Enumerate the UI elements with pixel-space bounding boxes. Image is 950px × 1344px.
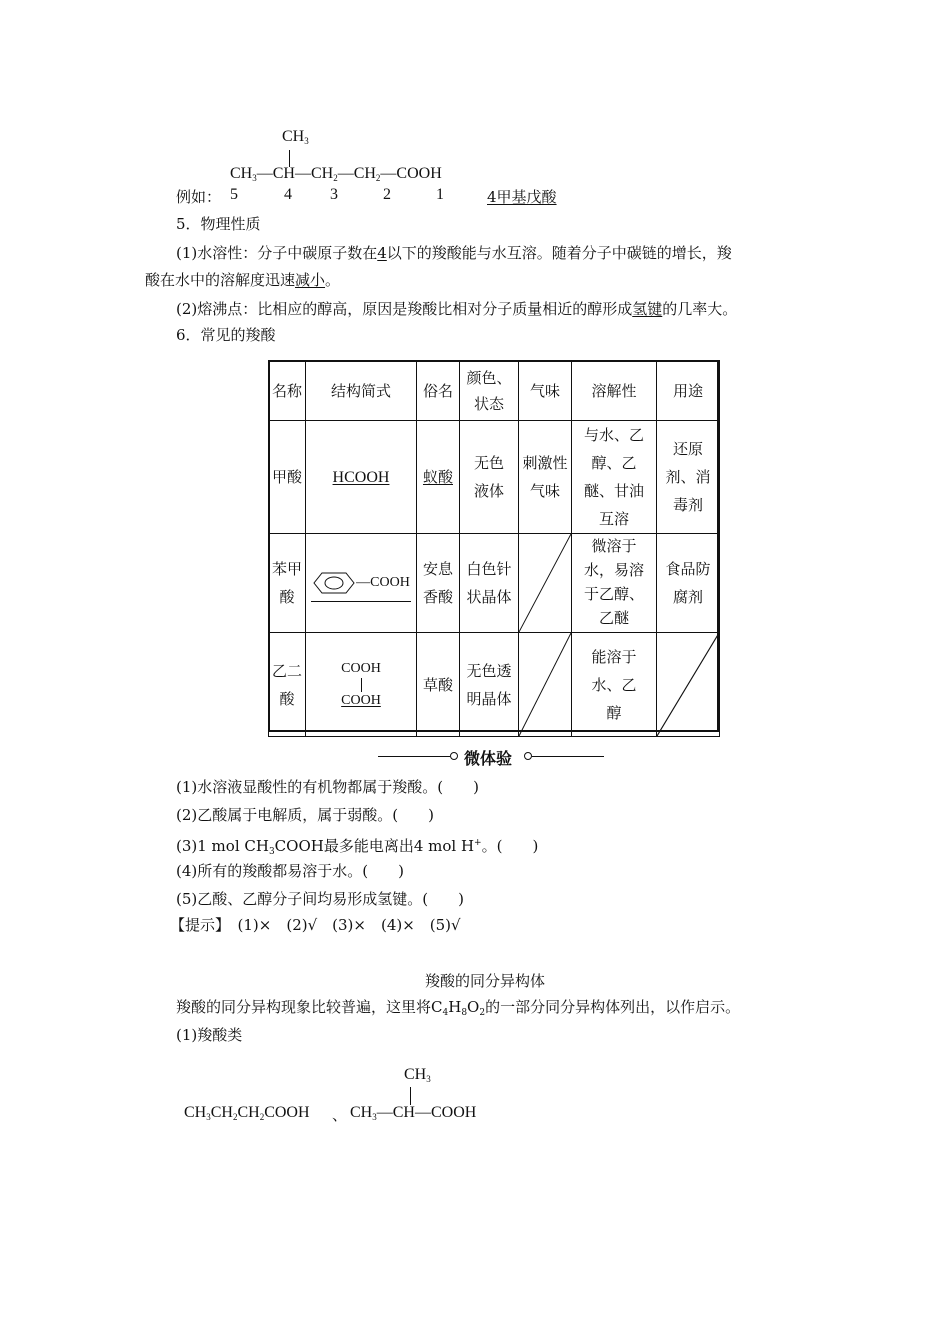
text: H <box>448 998 462 1016</box>
section5-title: 5．物理性质 <box>176 215 261 233</box>
tip-answers: (1)× (2)√ (3)× (4)× (5)√ <box>237 916 461 934</box>
cell-use <box>657 534 720 633</box>
header-state-text: 颜色、状态 <box>466 368 512 413</box>
benzoic-structure <box>311 565 411 602</box>
name-text: 苯甲酸 <box>271 560 302 606</box>
header-use: 用途 <box>657 361 720 421</box>
cell-common <box>417 534 460 633</box>
question-1: (1)水溶液显酸性的有机物都属于羧酸。( ) <box>176 778 479 796</box>
text: 。( ) <box>481 837 539 855</box>
methyl-branch: $CH_3$ <box>282 128 309 146</box>
state-text: 无色液体 <box>473 454 504 500</box>
benzene-ring-icon <box>312 571 356 595</box>
cell-state <box>460 421 519 534</box>
text: (3)1 mol CH <box>176 837 269 855</box>
text: (2)熔沸点：比相应的醇高，原因是羧酸比相对分子质量相近的醇形成 <box>176 300 633 318</box>
section6-title: 6．常见的羧酸 <box>176 326 276 344</box>
table-header-row <box>269 361 720 421</box>
formula-top: COOH <box>341 660 381 676</box>
diagonal-slash <box>519 633 571 736</box>
header-solubility: 溶解性 <box>572 361 657 421</box>
text: 的几率大。 <box>662 300 738 318</box>
section5-p2 <box>176 296 856 323</box>
cell-odor <box>519 421 572 534</box>
underlined-answer: 4 <box>377 244 387 262</box>
text: 酸在水中的溶解度迅速 <box>145 271 296 289</box>
isobutyric-branch-bond <box>410 1087 411 1105</box>
superscript: + <box>474 838 482 848</box>
cell-use <box>657 421 720 534</box>
micro-heading <box>378 747 604 767</box>
name-text: 乙二酸 <box>271 661 302 708</box>
carbon-number-4: 4 <box>284 186 292 203</box>
tip-label: 【提示】 <box>170 916 223 934</box>
cell-state <box>460 534 519 633</box>
acids-table <box>268 360 720 737</box>
micro-title: 微体验 <box>464 749 513 768</box>
common-name-text: 蚁酸 <box>422 468 453 486</box>
formula-text: HCOOH <box>332 468 390 486</box>
isomers-title: 羧酸的同分异构体 <box>424 972 545 990</box>
cell-solubility <box>572 534 657 633</box>
cell-formula <box>306 534 417 633</box>
table-row <box>269 633 720 737</box>
circle-left-icon <box>450 752 458 760</box>
circle-right-icon <box>524 752 532 760</box>
formula-bottom: COOH <box>341 692 381 708</box>
isobutyric-methyl: $CH_3$ <box>404 1066 431 1084</box>
text: 羧酸的同分异构现象比较普遍，这里将C <box>176 998 443 1016</box>
subscript: 8 <box>461 1008 468 1018</box>
section5-p1-line1 <box>176 240 856 267</box>
question-4: (4)所有的羧酸都易溶于水。( ) <box>176 862 404 880</box>
heading-rule-left <box>378 756 450 757</box>
heading-rule-right <box>532 756 604 757</box>
solubility-text: 微溶于水，易溶于乙醇、乙醚 <box>583 537 644 627</box>
carbon-number-1: 1 <box>436 186 444 203</box>
header-name: 名称 <box>269 361 306 421</box>
diagonal-slash <box>519 534 571 632</box>
header-odor: 气味 <box>519 361 572 421</box>
solubility-text: 与水、乙醇、乙醚、甘油互溶 <box>583 426 644 528</box>
cell-common <box>417 421 460 534</box>
use-text: 还原剂、消毒剂 <box>665 440 711 514</box>
carbon-number-2: 2 <box>383 186 391 203</box>
cell-common: 草酸 <box>417 633 460 737</box>
example-line <box>176 186 221 208</box>
section5-p1-line2 <box>145 267 825 294</box>
cell-use-empty <box>657 633 720 737</box>
subscript: 4 <box>442 1008 449 1018</box>
cell-name <box>269 534 306 633</box>
cell-name: 甲酸 <box>269 421 306 534</box>
oxalic-structure <box>332 660 390 710</box>
table-row <box>269 421 720 534</box>
use-text: 食品防腐剂 <box>665 560 711 606</box>
carbon-number-5: 5 <box>230 186 238 203</box>
cc-bond <box>361 678 362 692</box>
main-chain: $CH_3—CH—CH_2—CH_2—COOH$ <box>230 165 442 183</box>
carbon-number-3: 3 <box>330 186 338 203</box>
cell-odor-empty <box>519 633 572 737</box>
odor-text: 刺激性气味 <box>522 454 568 500</box>
subscript: 3 <box>268 847 275 857</box>
tip-line <box>170 912 461 939</box>
text: 。 <box>325 271 341 289</box>
header-state <box>460 361 519 421</box>
text: 以下的羧酸能与水互溶。随着分子中碳链的增长，羧 <box>386 244 732 262</box>
text: 的一部分同分异构体列出，以作启示。 <box>485 998 741 1016</box>
formula-text: —COOH <box>356 574 410 590</box>
diagonal-slash <box>657 633 719 736</box>
cell-name <box>269 633 306 737</box>
question-5: (5)乙酸、乙醇分子间均易形成氢键。( ) <box>176 890 464 908</box>
example-name: 4甲基戊酸 <box>487 188 557 206</box>
text: O <box>467 998 480 1016</box>
state-text: 无色透明晶体 <box>466 661 512 708</box>
state-text: 白色针状晶体 <box>466 560 512 606</box>
text: COOH最多能电离出4 mol H <box>274 837 475 855</box>
common-name-text: 安息香酸 <box>422 560 453 606</box>
cell-odor-empty <box>519 534 572 633</box>
example-prefix: 例如： <box>176 188 222 206</box>
header-common: 俗名 <box>417 361 460 421</box>
underlined-answer: 氢键 <box>632 300 663 318</box>
separator: 、 <box>332 1106 348 1124</box>
formula-butanoic: $CH_3CH_2CH_2COOH$ <box>184 1104 310 1122</box>
text: (1)水溶性：分子中碳原子数在 <box>176 244 378 262</box>
cell-state <box>460 633 519 737</box>
cell-formula <box>306 633 417 737</box>
formula-isobutyric: $CH_3—CH—COOH$ <box>350 1104 477 1122</box>
question-2: (2)乙酸属于电解质，属于弱酸。( ) <box>176 806 434 824</box>
cell-solubility <box>572 421 657 534</box>
header-formula: 结构简式 <box>306 361 417 421</box>
subscript: 2 <box>479 1008 486 1018</box>
underlined-answer: 减小 <box>295 271 326 289</box>
solubility-text: 能溶于水、乙醇 <box>591 647 637 722</box>
isomers-sub1: (1)羧酸类 <box>176 1026 243 1044</box>
cell-solubility <box>572 633 657 737</box>
table-row <box>269 534 720 633</box>
cell-formula <box>306 421 417 534</box>
